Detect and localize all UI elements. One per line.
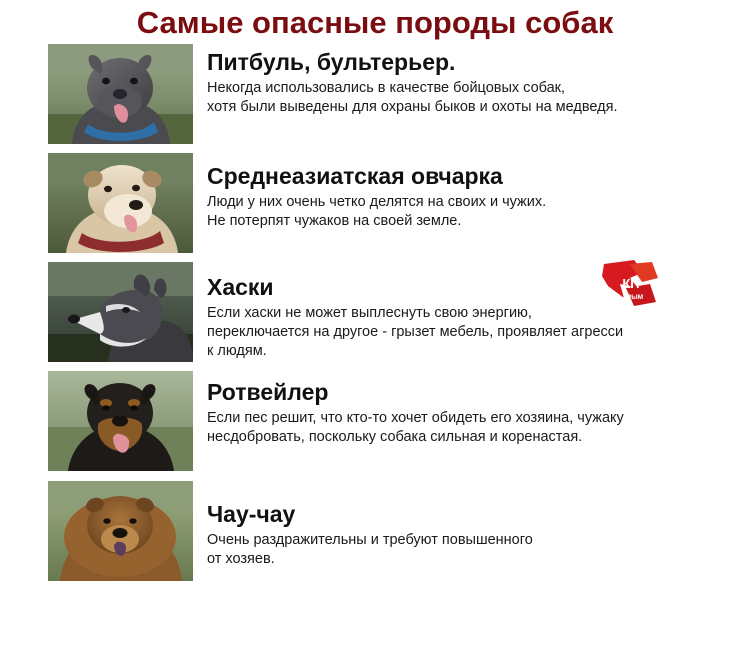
list-item [0,44,750,144]
desc-line: Если пес решит, что кто-то хочет обидеть его хозяина, чужаку [207,410,624,426]
list-item [0,481,750,581]
rottweiler-photo [48,371,193,471]
breed-description [207,304,750,361]
desc-line: Люди у них очень четко делятся на своих и чужих. [207,194,547,210]
list-item [0,371,750,471]
desc-line: несдобровать, поскольку собака сильная и коренастая. [207,429,583,445]
breed-text [193,153,750,231]
kp-logo-line1: КП [622,276,640,291]
breed-description [207,531,750,569]
breed-text [193,481,750,569]
desc-line: Не потерпят чужаков на своей земле. [207,213,462,229]
kp-logo [600,258,662,316]
breed-name: Чау-чау [207,501,296,527]
desc-line: переключается на другое - грызет мебель, проявляет агресси [207,324,624,340]
breed-name: Ротвейлер [207,379,329,405]
desc-line: хотя были выведены для охраны быков и охоты на медведя. [207,99,618,115]
breed-description [207,79,750,117]
breed-name: Питбуль, бультерьер. [207,49,456,75]
pitbull-photo [48,44,193,144]
husky-photo [48,262,193,362]
breed-text [193,371,750,447]
kp-logo-line2: КРЫМ [622,294,644,301]
breed-name: Хаски [207,274,274,300]
breed-text [193,262,750,361]
desc-line: Если хаски не может выплеснуть свою энергию, [207,305,532,321]
desc-line: Очень раздражительны и требуют повышенного [207,532,533,548]
desc-line: от хозяев. [207,551,275,567]
breed-name: Среднеазиатская овчарка [207,163,503,189]
breed-text [193,44,750,117]
list-item [0,153,750,253]
desc-line: Некогда использовались в качестве бойцовых собак, [207,80,566,96]
desc-line: к людям. [207,343,267,359]
breed-description [207,193,750,231]
breed-description [207,409,750,447]
page-title: Самые опасные породы собак [136,5,614,40]
chow-chow-photo [48,481,193,581]
central-asian-shepherd-photo [48,153,193,253]
